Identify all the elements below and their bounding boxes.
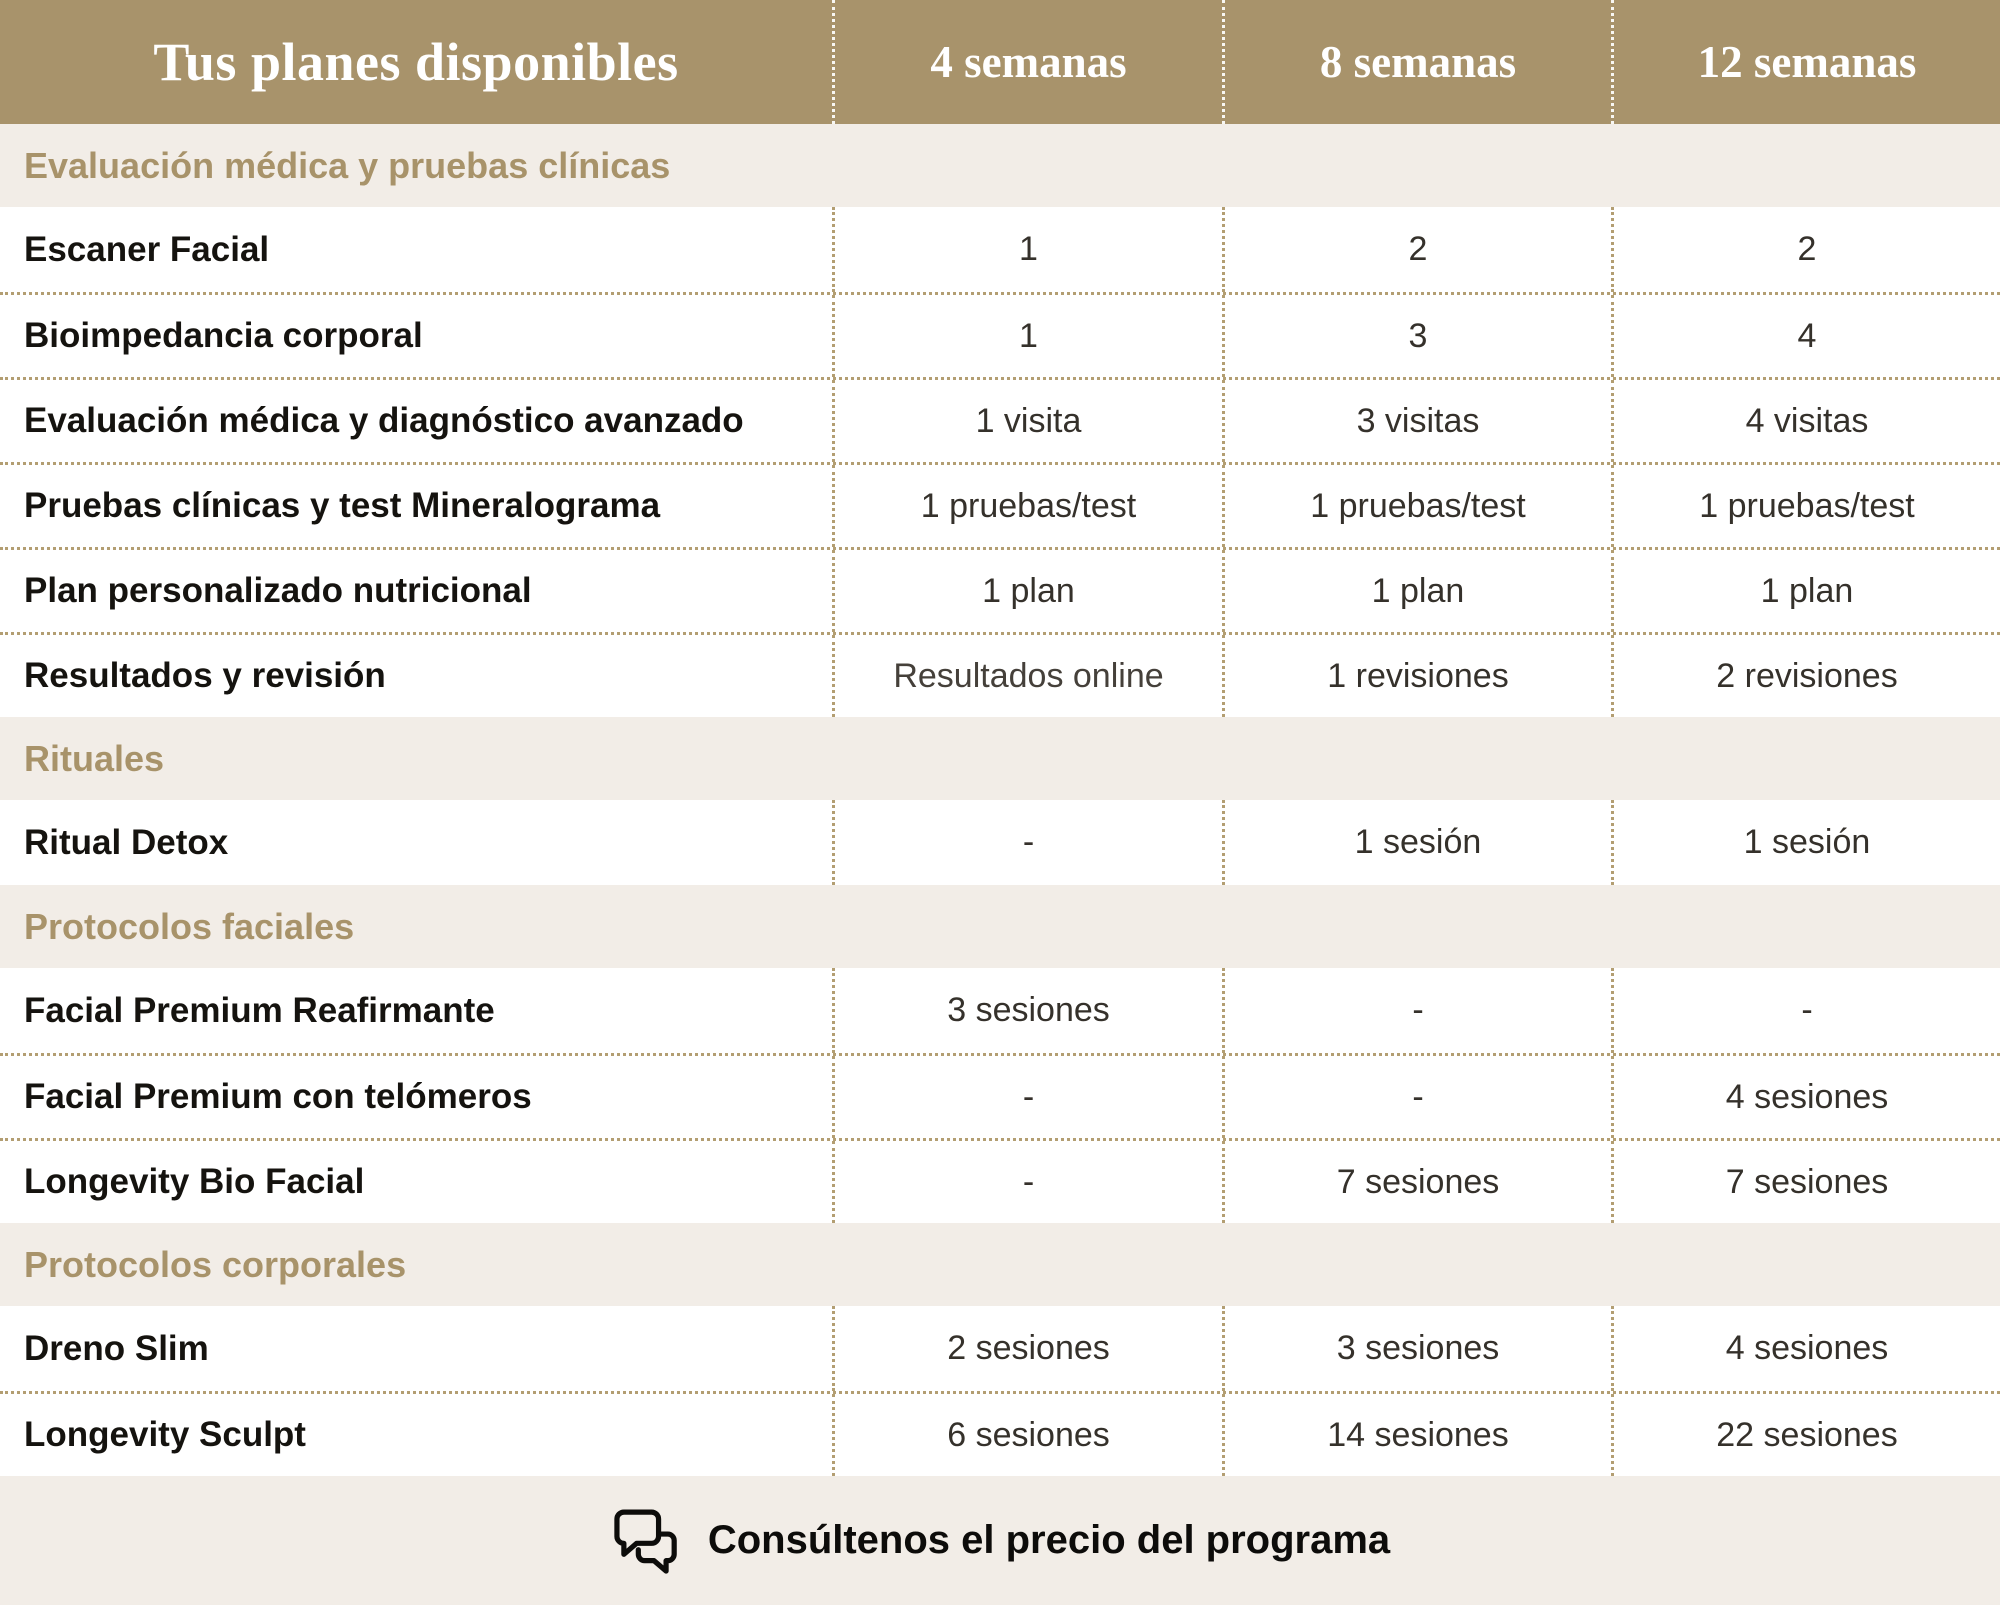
row-value: 6 sesiones <box>832 1394 1222 1476</box>
table-row <box>0 377 2000 462</box>
table-row <box>0 800 2000 885</box>
row-value: 7 sesiones <box>1611 1141 2000 1223</box>
row-value: 1 sesión <box>1611 800 2000 885</box>
row-value: - <box>1611 968 2000 1053</box>
row-value: 1 visita <box>832 380 1222 462</box>
row-value: - <box>832 1141 1222 1223</box>
row-value: - <box>832 800 1222 885</box>
row-value: Resultados online <box>832 635 1222 717</box>
section-title: Protocolos corporales <box>24 1243 407 1285</box>
row-value: 4 sesiones <box>1611 1306 2000 1391</box>
table-row <box>0 207 2000 292</box>
row-label: Longevity Sculpt <box>24 1415 306 1454</box>
row-label: Bioimpedancia corporal <box>24 316 423 355</box>
column-header-12-semanas: 12 semanas <box>1611 0 2000 124</box>
row-value: 7 sesiones <box>1222 1141 1611 1223</box>
section-band-rituales <box>0 717 2000 800</box>
price-inquiry-cta[interactable] <box>0 1476 2000 1605</box>
row-value: 2 <box>1222 207 1611 292</box>
row-label: Longevity Bio Facial <box>24 1162 365 1201</box>
row-value: 1 revisiones <box>1222 635 1611 717</box>
row-value: 4 <box>1611 295 2000 377</box>
row-value: 22 sesiones <box>1611 1394 2000 1476</box>
table-row <box>0 1306 2000 1391</box>
row-value: 1 <box>832 295 1222 377</box>
section-band-protocolos-corporales <box>0 1223 2000 1306</box>
table-row <box>0 1391 2000 1476</box>
row-value: 4 sesiones <box>1611 1056 2000 1138</box>
section-band-evaluacion <box>0 124 2000 207</box>
row-value: 1 <box>832 207 1222 292</box>
row-value: - <box>1222 968 1611 1053</box>
row-label: Plan personalizado nutricional <box>24 571 532 610</box>
row-label: Evaluación médica y diagnóstico avanzado <box>24 401 744 440</box>
row-value: 2 revisiones <box>1611 635 2000 717</box>
table-header-row <box>0 0 2000 124</box>
table-row <box>0 968 2000 1053</box>
section-title: Evaluación médica y pruebas clínicas <box>24 144 671 186</box>
row-value: 1 pruebas/test <box>1222 465 1611 547</box>
section-band-protocolos-faciales <box>0 885 2000 968</box>
table-row <box>0 292 2000 377</box>
chat-bubbles-icon <box>610 1504 684 1578</box>
row-value: 1 sesión <box>1222 800 1611 885</box>
price-inquiry-text: Consúltenos el precio del programa <box>707 1518 1391 1562</box>
table-row <box>0 1053 2000 1138</box>
row-label: Escaner Facial <box>24 229 270 269</box>
section-title: Protocolos faciales <box>24 905 355 947</box>
row-value: 3 sesiones <box>832 968 1222 1053</box>
row-value: 2 sesiones <box>832 1306 1222 1391</box>
row-value: 1 plan <box>1222 550 1611 632</box>
table-row <box>0 547 2000 632</box>
row-value: 1 plan <box>832 550 1222 632</box>
row-value: - <box>832 1056 1222 1138</box>
row-value: 3 sesiones <box>1222 1306 1611 1391</box>
row-label: Resultados y revisión <box>24 656 386 695</box>
row-value: 2 <box>1611 207 2000 292</box>
row-label: Facial Premium Reafirmante <box>24 990 495 1030</box>
row-value: - <box>1222 1056 1611 1138</box>
table-title: Tus planes disponibles <box>153 32 679 92</box>
section-title: Rituales <box>24 737 165 779</box>
table-row <box>0 1138 2000 1223</box>
row-value: 3 <box>1222 295 1611 377</box>
row-label: Pruebas clínicas y test Mineralograma <box>24 486 661 525</box>
row-value: 1 pruebas/test <box>1611 465 2000 547</box>
row-label: Facial Premium con telómeros <box>24 1077 532 1116</box>
row-value: 14 sesiones <box>1222 1394 1611 1476</box>
row-value: 3 visitas <box>1222 380 1611 462</box>
row-label: Dreno Slim <box>24 1328 209 1368</box>
column-header-8-semanas: 8 semanas <box>1222 0 1611 124</box>
row-label: Ritual Detox <box>24 822 229 862</box>
row-value: 4 visitas <box>1611 380 2000 462</box>
table-row <box>0 462 2000 547</box>
row-value: 1 pruebas/test <box>832 465 1222 547</box>
row-value: 1 plan <box>1611 550 2000 632</box>
column-header-4-semanas: 4 semanas <box>832 0 1222 124</box>
table-row <box>0 632 2000 717</box>
